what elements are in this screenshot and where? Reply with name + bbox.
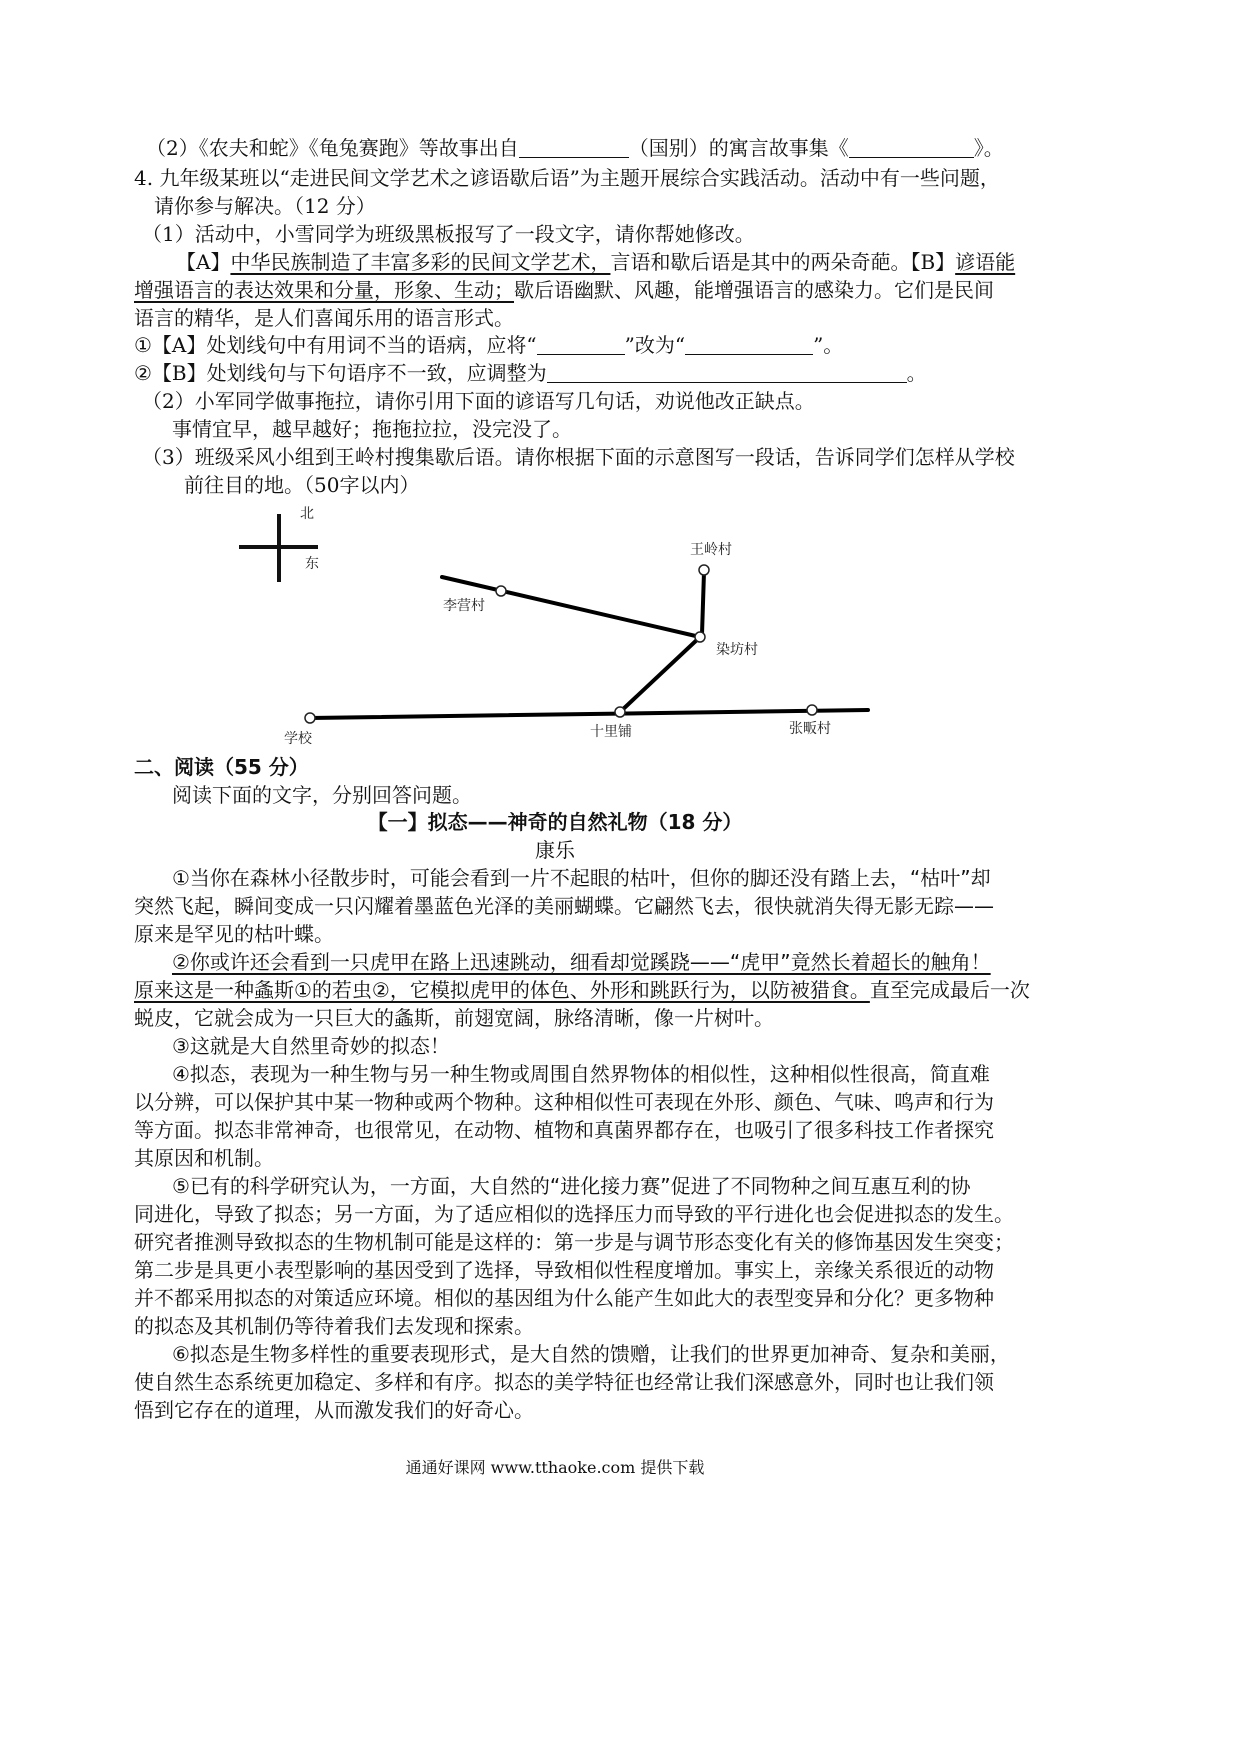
footer: 通通好课网 www.tthaoke.com 提供下载 <box>405 1458 705 1477</box>
wangling-label: 王岭村 <box>690 542 732 558</box>
roads <box>310 572 868 718</box>
main-road <box>310 710 868 718</box>
passage-line3: 语言的精华，是人们喜闻乐用的语言形式。 <box>134 306 514 330</box>
shilipu-node <box>615 707 625 717</box>
para1-line2: 突然飞起，瞬间变成一只闪耀着墨蓝色光泽的美丽蝴蝶。它翩然飞去，很快就消失得无影无踪—— <box>134 894 994 918</box>
liying-node <box>496 586 506 596</box>
para5-line1: ⑤已有的科学研究认为，一方面，大自然的“进化接力赛”促进了不同物种之间互惠互利的协 <box>172 1174 971 1198</box>
tag-b: 【B】 <box>910 250 956 274</box>
para4-line4: 其原因和机制。 <box>134 1146 274 1170</box>
road-shilipu-ranfang <box>620 637 700 712</box>
para1-line1: ①当你在森林小径散步时，可能会看到一片不起眼的枯叶，但你的脚还没有踏上去，“枯叶”却 <box>172 866 991 890</box>
q4-part1: （1）活动中，小雪同学为班级黑板报写了一段文字，请你帮她修改。 <box>142 222 755 246</box>
shilipu-label: 十里铺 <box>590 724 632 740</box>
q4-part3-line2: 前往目的地。（50字以内） <box>184 473 420 497</box>
q4-part3-line1: （3）班级采风小组到王岭村搜集歇后语。请你根据下面的示意图写一段话，告诉同学们怎样从学校 <box>142 445 1015 469</box>
para4-line2: 以分辨，可以保护其中某一物种或两个物种。这种相似性可表现在外形、颜色、气味、鸣声和行为 <box>134 1090 994 1114</box>
q4-stem-line2: 请你参与解决。（12 分） <box>154 194 376 218</box>
para5-line4: 第二步是具更小表型影响的基因受到了选择，导致相似性程度增加。事实上，亲缘关系很近的动物 <box>134 1258 994 1282</box>
tag-a: 【A】 <box>176 250 231 274</box>
zhangfan-node <box>807 705 817 715</box>
para3: ③这就是大自然里奇妙的拟态！ <box>172 1034 450 1058</box>
q4-stem-line1: 4. 九年级某班以“走进民间文学艺术之谚语歇后语”为主题开展综合实践活动。活动中有一些问题， <box>134 166 1000 190</box>
school-label: 学校 <box>284 731 312 747</box>
para1-line3: 原来是罕见的枯叶蝶。 <box>134 922 334 946</box>
para2-line2: 原来这是一种螽斯①的若虫②，它模拟虎甲的体色、外形和跳跃行为，以防被猎食。直至完成最后一次 <box>134 978 1030 1002</box>
section-intro: 阅读下面的文字，分别回答问题。 <box>172 783 472 807</box>
passage-line2: 增强语言的表达效果和分量，形象、生动；歇后语幽默、风趣，能增强语言的感染力。它们是民间 <box>134 278 994 302</box>
para6-line1: ⑥拟态是生物多样性的重要表现形式，是大自然的馈赠，让我们的世界更加神奇、复杂和美丽， <box>172 1342 1010 1366</box>
para6-line2: 使自然生态系统更加稳定、多样和有序。拟态的美学特征也经常让我们深感意外，同时也让我们领 <box>134 1370 994 1394</box>
para4-line3: 等方面。拟态非常神奇，也很常见，在动物、植物和真菌界都存在，也吸引了很多科技工作者探究 <box>134 1118 994 1142</box>
wangling-node <box>699 565 709 575</box>
road-ranfang-wangling <box>702 572 704 634</box>
ranfang-label: 染坊村 <box>716 642 758 658</box>
para6-line3: 悟到它存在的道理，从而激发我们的好奇心。 <box>134 1398 534 1422</box>
north-label: 北 <box>300 506 314 522</box>
para2-line1 <box>172 950 991 974</box>
para5-line5: 并不都采用拟态的对策适应环境。相似的基因组为什么能产生如此大的表型变异和分化？更多物种 <box>134 1286 994 1310</box>
proverb: 事情宜早，越早越好；拖拖拉拉，没完没了。 <box>172 417 572 441</box>
item-a-line: ①【A】处划线句中有用词不当的语病，应将“ ”改为“ ”。 <box>134 333 844 357</box>
para4-line1: ④拟态，表现为一种生物与另一种生物或周围自然界物体的相似性，这种相似性很高，简直难 <box>172 1062 990 1086</box>
passage-line1: 【A】中华民族制造了丰富多彩的民间文学艺术，言语和歇后语是其中的两朵奇葩。【B】谚语能 <box>176 250 1016 274</box>
east-label: 东 <box>305 556 319 572</box>
section-title: 二、阅读（55 分） <box>134 755 309 779</box>
underlined-sentence-a: 中华民族制造了丰富多彩的民间文学艺术， <box>230 250 611 274</box>
zhangfan-label: 张畈村 <box>789 721 831 737</box>
para5-line6: 的拟态及其机制仍等待着我们去发现和探索。 <box>134 1314 534 1338</box>
item-b-line: ②【B】处划线句与下句语序不一致，应调整为 。 <box>134 361 927 385</box>
para5-line2: 同进化，导致了拟态；另一方面，为了适应相似的选择压力而导致的平行进化也会促进拟态的发生。 <box>134 1202 1014 1226</box>
underlined-sentence: ②你或许还会看到一只虎甲在路上迅速跳动，细看却觉蹊跷——“虎甲”竟然长着超长的触角！ <box>172 950 991 974</box>
school-node <box>305 713 315 723</box>
ranfang-node <box>695 632 705 642</box>
liying-label: 李营村 <box>443 598 485 614</box>
para2-line3: 蜕皮，它就会成为一只巨大的螽斯，前翅宽阔，脉络清晰，像一片树叶。 <box>134 1006 774 1030</box>
article-title: 【一】拟态——神奇的自然礼物（18 分） <box>367 810 743 834</box>
para5-line3: 研究者推测导致拟态的生物机制可能是这样的：第一步是与调节形态变化有关的修饰基因发生突变； <box>134 1230 1014 1254</box>
underlined-sentence-b: 增强语言的表达效果和分量，形象、生动； <box>134 278 514 302</box>
article-author: 康乐 <box>535 838 575 862</box>
q4-part2: （2）小军同学做事拖拉，请你引用下面的谚语写几句话，劝说他改正缺点。 <box>142 389 815 413</box>
underlined-sentence-b: 谚语能 <box>955 250 1016 274</box>
underlined-sentence: 原来这是一种螽斯①的若虫②，它模拟虎甲的体色、外形和跳跃行为，以防被猎食。 <box>134 978 870 1002</box>
route-map <box>0 0 1240 760</box>
q3-2-line: （2）《农夫和蛇》《龟兔赛跑》等故事出自 （国别）的寓言故事集《 》。 <box>146 136 1004 160</box>
